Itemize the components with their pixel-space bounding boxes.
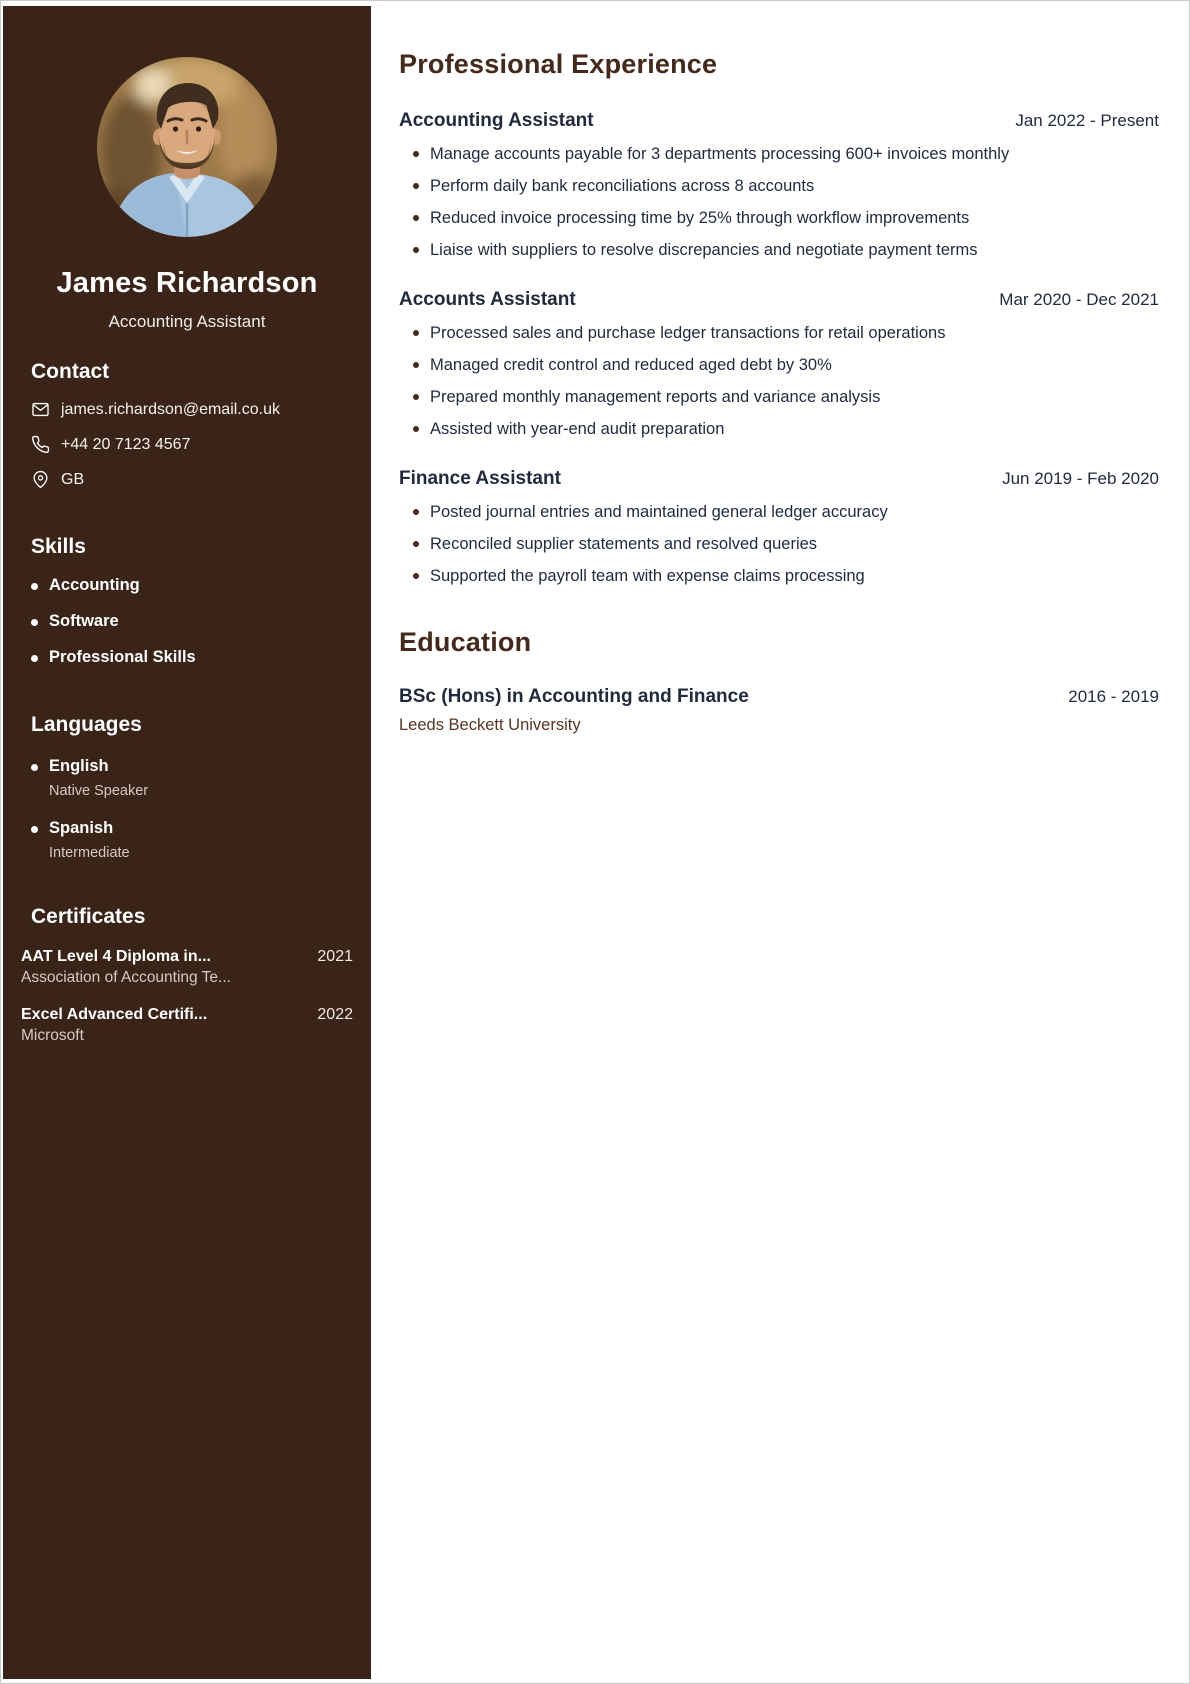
job-title: Finance Assistant xyxy=(399,468,561,489)
skills-heading: Skills xyxy=(31,535,86,558)
sidebar xyxy=(3,6,371,1679)
language-level: Native Speaker xyxy=(49,783,149,799)
education-section xyxy=(399,627,1159,735)
certificate-item xyxy=(21,948,353,987)
bullet-item: Posted journal entries and maintained general ledger accuracy xyxy=(430,499,1030,525)
bullet-item: Managed credit control and reduced aged debt by 30% xyxy=(430,352,1030,378)
bullet-item: Manage accounts payable for 3 departments processing 600+ invoices monthly xyxy=(430,141,1030,167)
certificate-issuer: Association of Accounting Te... xyxy=(21,969,231,986)
avatar xyxy=(97,57,277,237)
bullet-item: Reduced invoice processing time by 25% through workflow improvements xyxy=(430,205,1030,231)
skill-item: Software xyxy=(31,612,343,631)
candidate-name: James Richardson xyxy=(56,267,318,299)
contact-phone-value: +44 20 7123 4567 xyxy=(61,435,191,453)
language-name: English xyxy=(49,757,109,775)
job-entry xyxy=(399,110,1159,263)
contact-location-row xyxy=(31,470,343,489)
contact-heading: Contact xyxy=(31,360,110,383)
languages-section xyxy=(31,713,343,861)
job-dates: Mar 2020 - Dec 2021 xyxy=(999,290,1159,309)
bullet-item: Liaise with suppliers to resolve discrepancies and negotiate payment terms xyxy=(430,237,1030,263)
experience-section xyxy=(399,49,1159,589)
education-entry xyxy=(399,686,1159,735)
education-school: Leeds Beckett University xyxy=(399,716,581,734)
job-dates: Jan 2022 - Present xyxy=(1015,111,1159,130)
contact-email-row xyxy=(31,400,343,419)
certificate-year: 2022 xyxy=(317,1006,353,1023)
certificate-year: 2021 xyxy=(317,948,353,965)
skill-item: Professional Skills xyxy=(31,648,343,667)
language-item xyxy=(31,757,343,799)
contact-location-value: GB xyxy=(61,470,85,488)
certificates-heading: Certificates xyxy=(31,905,146,928)
certificates-section xyxy=(21,905,353,1045)
candidate-title: Accounting Assistant xyxy=(108,312,266,331)
language-item xyxy=(31,819,343,861)
skill-item: Accounting xyxy=(31,576,343,595)
contact-email-value: james.richardson@email.co.uk xyxy=(61,400,280,418)
education-degree: BSc (Hons) in Accounting and Finance xyxy=(399,686,749,707)
contact-section xyxy=(31,360,343,489)
main-content xyxy=(371,1,1189,1683)
certificate-item xyxy=(21,1006,353,1045)
certificate-issuer: Microsoft xyxy=(21,1027,84,1044)
job-title: Accounts Assistant xyxy=(399,289,576,310)
job-title: Accounting Assistant xyxy=(399,110,594,131)
education-heading: Education xyxy=(399,627,532,657)
bullet-item: Perform daily bank reconciliations across 8 accounts xyxy=(430,173,1030,199)
job-entry xyxy=(399,468,1159,589)
bullet-item: Supported the payroll team with expense claims processing xyxy=(430,563,1030,589)
location-icon xyxy=(31,470,50,489)
contact-phone-row xyxy=(31,435,343,454)
education-dates: 2016 - 2019 xyxy=(1068,687,1159,706)
profile-photo-illustration xyxy=(97,57,277,237)
bullet-item: Assisted with year-end audit preparation xyxy=(430,416,1030,442)
certificate-title: AAT Level 4 Diploma in... xyxy=(21,948,211,965)
certificate-title: Excel Advanced Certifi... xyxy=(21,1006,208,1023)
email-icon xyxy=(31,400,50,419)
languages-heading: Languages xyxy=(31,713,142,736)
language-name: Spanish xyxy=(49,819,114,837)
phone-icon xyxy=(31,435,50,454)
language-level: Intermediate xyxy=(49,845,130,861)
bullet-item: Processed sales and purchase ledger transactions for retail operations xyxy=(430,320,1030,346)
job-entry xyxy=(399,289,1159,442)
experience-heading: Professional Experience xyxy=(399,49,718,79)
bullet-item: Reconciled supplier statements and resolved queries xyxy=(430,531,1030,557)
job-dates: Jun 2019 - Feb 2020 xyxy=(1002,469,1159,488)
skills-section xyxy=(31,535,343,667)
bullet-item: Prepared monthly management reports and variance analysis xyxy=(430,384,1030,410)
